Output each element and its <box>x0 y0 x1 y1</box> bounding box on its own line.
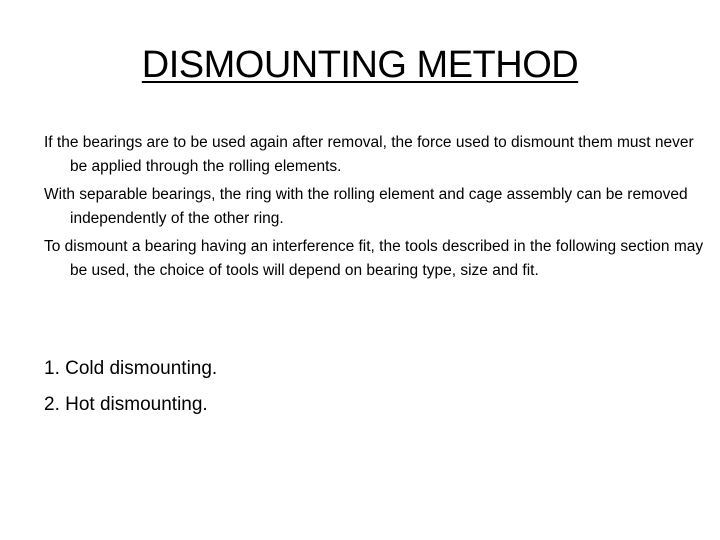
paragraph: To dismount a bearing having an interference fit, the tools described in the following section may be used, the choice of tools will depend on bearing type, size and fit. <box>44 238 704 279</box>
slide-title: DISMOUNTING METHOD <box>141 44 579 86</box>
list-item: 1. Cold dismounting. <box>44 358 218 379</box>
paragraph: If the bearings are to be used again after removal, the force used to dismount them must never be applied through the rolling elements. <box>44 134 694 175</box>
paragraph: With separable bearings, the ring with the rolling element and cage assembly can be removed independently of the other ring. <box>44 186 688 227</box>
list-item: 2. Hot dismounting. <box>44 394 208 415</box>
